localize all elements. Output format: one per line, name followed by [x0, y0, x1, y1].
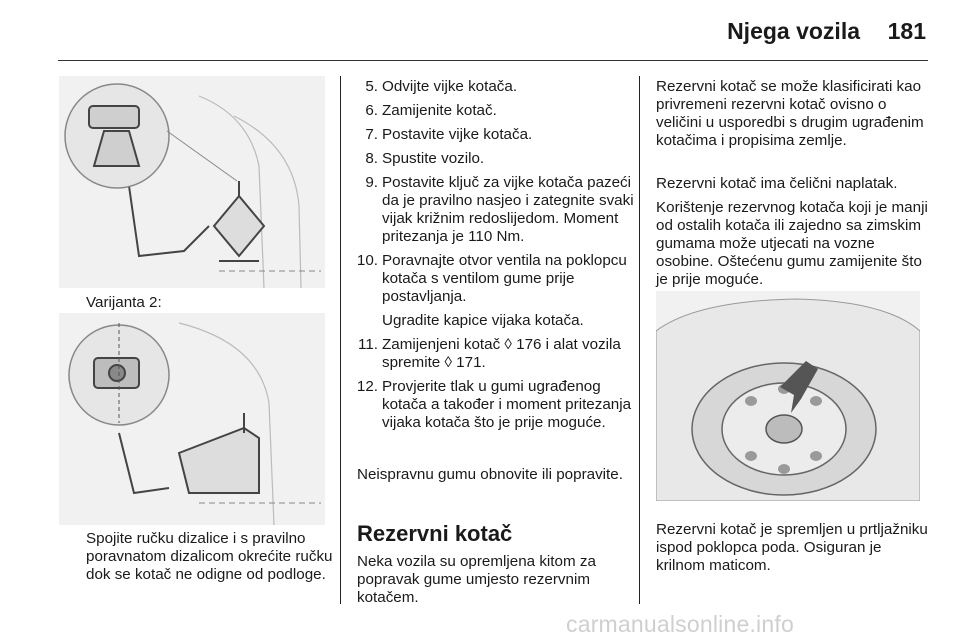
spare-storage-paragraph: Rezervni kotač je spremljen u prtljažniku ispod poklopca poda. Osiguran je krilnom maticom. — [656, 521, 928, 574]
step-text: Poravnajte otvor ventila na poklopcu kotača s ventilom gume prije postavljanja. — [382, 252, 627, 305]
column-divider-right — [639, 76, 640, 604]
step-number: 11. — [358, 336, 378, 353]
procedure-steps-list — [351, 78, 637, 438]
page-header-title: Njega vozila — [727, 18, 860, 44]
list-item — [351, 78, 637, 96]
spare-rim-paragraph: Rezervni kotač ima čelični naplatak. — [656, 175, 898, 192]
step-text: Zamijenjeni kotač ◊ 176 i alat vozila spremite ◊ 171. — [382, 336, 621, 371]
list-item — [351, 150, 637, 168]
step-text: Postavite ključ za vijke kotača pazeći da je pravilno nasjeo i zategnite svaki vijak križnim redoslijedom. Moment pritezanja je 110 Nm. — [382, 174, 634, 245]
list-item — [351, 252, 637, 330]
list-item — [351, 174, 637, 246]
step-subtext: Ugradite kapice vijaka kotača. — [382, 312, 584, 329]
figure2-caption: Varijanta 2: — [86, 294, 162, 311]
spare-classification-paragraph: Rezervni kotač se može klasificirati kao privremeni rezervni kotač ovisno o veličini u usporedbi s drugim ugrađenim kotačima i propisima zemlje. — [656, 78, 924, 149]
section-heading: Rezervni kotač — [357, 521, 513, 546]
step-text: Provjerite tlak u gumi ugrađenog kotača a također i moment pritezanja vijaka kotača što je prije moguće. — [382, 378, 632, 431]
jack-variant2-illustration — [59, 313, 325, 525]
header-divider — [58, 60, 928, 61]
repair-tire-paragraph: Neispravnu gumu obnovite ili popravite. — [357, 466, 623, 483]
section-intro-paragraph: Neka vozila su opremljena kitom za popravak gume umjesto rezervnim kotačem. — [357, 553, 596, 606]
column-divider-left — [340, 76, 341, 604]
step-number: 6. — [365, 102, 378, 119]
watermark: carmanualsonline.info — [566, 611, 794, 637]
step-text: Spustite vozilo. — [382, 150, 485, 167]
step-number: 7. — [365, 126, 378, 143]
step-number: 9. — [365, 174, 378, 191]
list-item — [351, 378, 637, 432]
step-text: Odvijte vijke kotača. — [382, 78, 518, 95]
list-item — [351, 126, 637, 144]
spare-wheel-illustration — [656, 291, 920, 501]
jack-variant1-illustration — [59, 76, 325, 288]
step-number: 10. — [356, 252, 378, 269]
page-number: 181 — [887, 18, 926, 44]
list-item — [351, 102, 637, 120]
list-item — [351, 336, 637, 372]
jack-instruction-paragraph: Spojite ručku dizalice i s pravilno poravnatom dizalicom okrećite ručku dok se kotač ne odigne od podloge. — [86, 530, 333, 583]
step-number: 12. — [356, 378, 378, 395]
step-text: Postavite vijke kotača. — [382, 126, 533, 143]
spare-handling-paragraph: Korištenje rezervnog kotača koji je manji od ostalih kotača ili zajedno sa zimskim gumama može utjecati na vozne osobine. Oštećenu gumu zamijenite što je prije moguće. — [656, 199, 928, 288]
step-number: 5. — [365, 78, 378, 95]
step-number: 8. — [365, 150, 378, 167]
step-text: Zamijenite kotač. — [382, 102, 497, 119]
